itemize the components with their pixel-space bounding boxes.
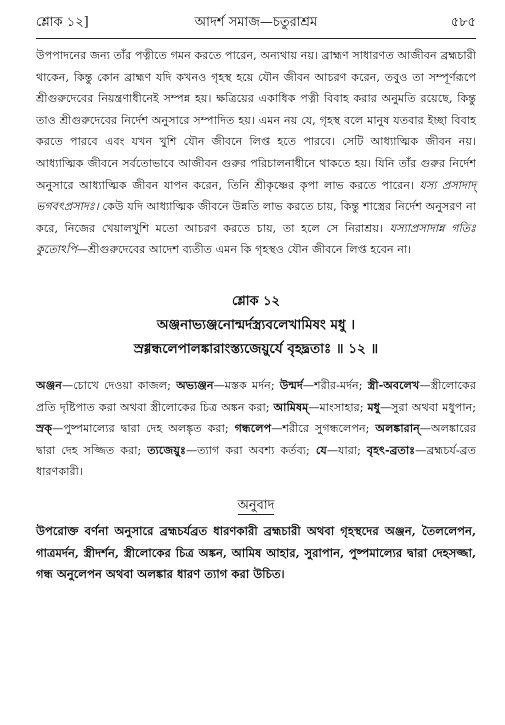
synonym-word: স্ত্রী-অবলেখ	[367, 377, 420, 392]
translation-heading	[36, 495, 476, 517]
synonym-word: গন্ধলেপ	[234, 421, 272, 436]
synonym-meaning: —শরীরে সুগন্ধলেপন;	[271, 422, 370, 436]
synonym-word: আমিষম্	[273, 399, 309, 414]
running-header	[36, 12, 476, 34]
header-verse-ref: শ্লোক ১২]	[36, 15, 89, 30]
synonym-meaning: —পুষ্পমাল্যের দ্বারা দেহ অলঙ্কৃত করা;	[52, 422, 229, 436]
purport-paragraph	[36, 45, 476, 261]
book-page	[36, 12, 476, 712]
translation-heading-text: অনুবাদ	[237, 497, 275, 513]
synonym-meaning: —অলঙ্কারের দ্বারা দেহ সজ্জিত করা;	[36, 422, 477, 457]
synonym-entry	[147, 444, 310, 457]
synonym-entry	[235, 422, 370, 435]
synonym-meaning: —শরীর-মর্দন;	[302, 378, 363, 392]
synonym-entry	[316, 444, 361, 457]
page-number: ৫৮৫	[450, 15, 476, 30]
synonym-word: অভ্যঞ্জন	[176, 377, 214, 392]
synonym-meaning: —যারা;	[326, 443, 361, 457]
synonym-meaning: —ব্রহ্মচর্য-ব্রত ধারণকারী।	[36, 443, 477, 479]
synonym-word: ত্যজেয়ুঃ	[147, 442, 186, 457]
header-chapter-title: আদর্শ সমাজ—চতুরাশ্রম	[194, 15, 318, 30]
verse-block	[36, 291, 476, 361]
purport-text-1: উপপাদনের জন্য তাঁর পত্নীতে গমন করতে পারেন, অন্যথায় নয়। ব্রাহ্মণ সাধারণত আজীবন ব্রহ্মচারী থাকেন, কিন্তু কোন ব্রাহ্মণ যদি কখনও গৃহস্থ হয়ে যৌন জীবন আচরণ করেন, তবুও তা সম্পূর্ণরূপে শ্রীগুরুদেবের নিয়ন্ত্রণাধীনেই সম্পন্ন হয়। ক্ষত্রিয়ের একাধিক পত্নী বিবাহ করার অনুমতি রয়েছে, কিন্তু তাও শ্রীগুরুদেবের নির্দেশ অনুসারে সম্পাদিত হয়। এমন নয় যে, গৃহস্থ বলে মানুষ যতবার ইচ্ছা বিবাহ করতে পারবে এবং যখন খুশি যৌন জীবনে লিপ্ত হতে পারবে। সেটি আধ্যাত্মিক জীবন নয়। আধ্যাত্মিক জীবনে সর্বতোভাবে আজীবন গুরুর পরিচালনাধীনে থাকতে হয়। যিনি তাঁর গুরুর নির্দেশ অনুসারে আধ্যাত্মিক জীবন যাপন করেন, তিনি শ্রীকৃষ্ণের কৃপা লাভ করতে পারেন।	[36, 49, 476, 192]
synonym-word: অঞ্জন	[36, 377, 62, 392]
purport-text-2: কেউ যদি আধ্যাত্মিক জীবনে উন্নতি লাভ করতে চায়, কিন্তু শাস্ত্রের নির্দেশ অনুসরণ না করে, নিজের খেয়ালখুশি মতো আচরণ করতে চায়, তা হলে সে নিরাশ্রয়।	[36, 200, 476, 235]
synonym-word: যে	[315, 442, 327, 457]
synonym-entry	[176, 379, 275, 392]
purport-quote-1: যস্য প্রসাদাদ্ ভগবৎপ্রসাদঃ।	[36, 178, 476, 214]
word-synonyms	[36, 375, 476, 483]
verse-line-2: স্রগ্গন্ধলেপালঙ্কারাংস্ত্যজেয়ুর্যে বৃহদ্ব্রতাঃ ॥ ১২ ॥	[133, 340, 379, 357]
purport-quote-2: যস্যাপ্রসাদান্ন গতিঃ কুতোঽপি	[36, 221, 477, 257]
synonym-meaning: —মাংসাহার;	[308, 400, 364, 414]
synonym-word: মধু	[367, 399, 380, 414]
synonym-entry	[367, 401, 476, 414]
synonym-meaning: —চোখে দেওয়া কাজল;	[61, 378, 171, 392]
purport-text-3: —শ্রীগুরুদেবের আদেশ ব্যতীত এমন কি গৃহস্থও যৌন জীবনে লিপ্ত হবেন না।	[76, 243, 412, 257]
synonym-word: অলঙ্কারান্	[375, 421, 420, 436]
synonym-meaning: —মস্তক মর্দন;	[213, 378, 275, 392]
synonym-entry	[36, 379, 171, 392]
synonym-meaning: —ত্যাগ করা অবশ্য কর্তব্য;	[185, 443, 310, 457]
synonym-word: বৃহৎ-ব্রতাঃ	[366, 442, 416, 457]
verse-line-1: অঞ্জনাভ্যঞ্জনোন্মর্দস্ত্র্যবলেখামিষং মধু ।	[156, 316, 356, 333]
synonym-entry	[36, 422, 229, 435]
synonym-word: উন্মর্দ	[279, 377, 303, 392]
translation-text: উপরোক্ত বর্ণনা অনুসারে ব্রহ্মচর্যব্রত ধারণকারী ব্রহ্মচারী অথবা গৃহস্থদের অঞ্জন, তৈললেপন, গাত্রমর্দন, স্ত্রীদর্শন, স্ত্রীলোকের চিত্র অঙ্কন, আমিষ আহার, সুরাপান, পুষ্পমাল্যের দ্বারা দেহসজ্জা, গন্ধ অনুলেপন অথবা অলঙ্কার ধারণ ত্যাগ করা উচিত।	[36, 523, 476, 582]
synonym-entry	[280, 379, 363, 392]
synonym-entry	[274, 401, 364, 414]
synonym-word: স্রক্	[36, 421, 53, 436]
synonym-meaning: —সুরা অথবা মধুপান;	[379, 400, 477, 414]
synonym-meaning: —স্ত্রীলোকের প্রতি দৃষ্টিপাত করা অথবা স্ত্রীলোকের চিত্র অঙ্কন করা;	[36, 378, 476, 414]
verse-number: শ্লোক ১২	[231, 293, 281, 309]
header-rule	[36, 38, 476, 39]
